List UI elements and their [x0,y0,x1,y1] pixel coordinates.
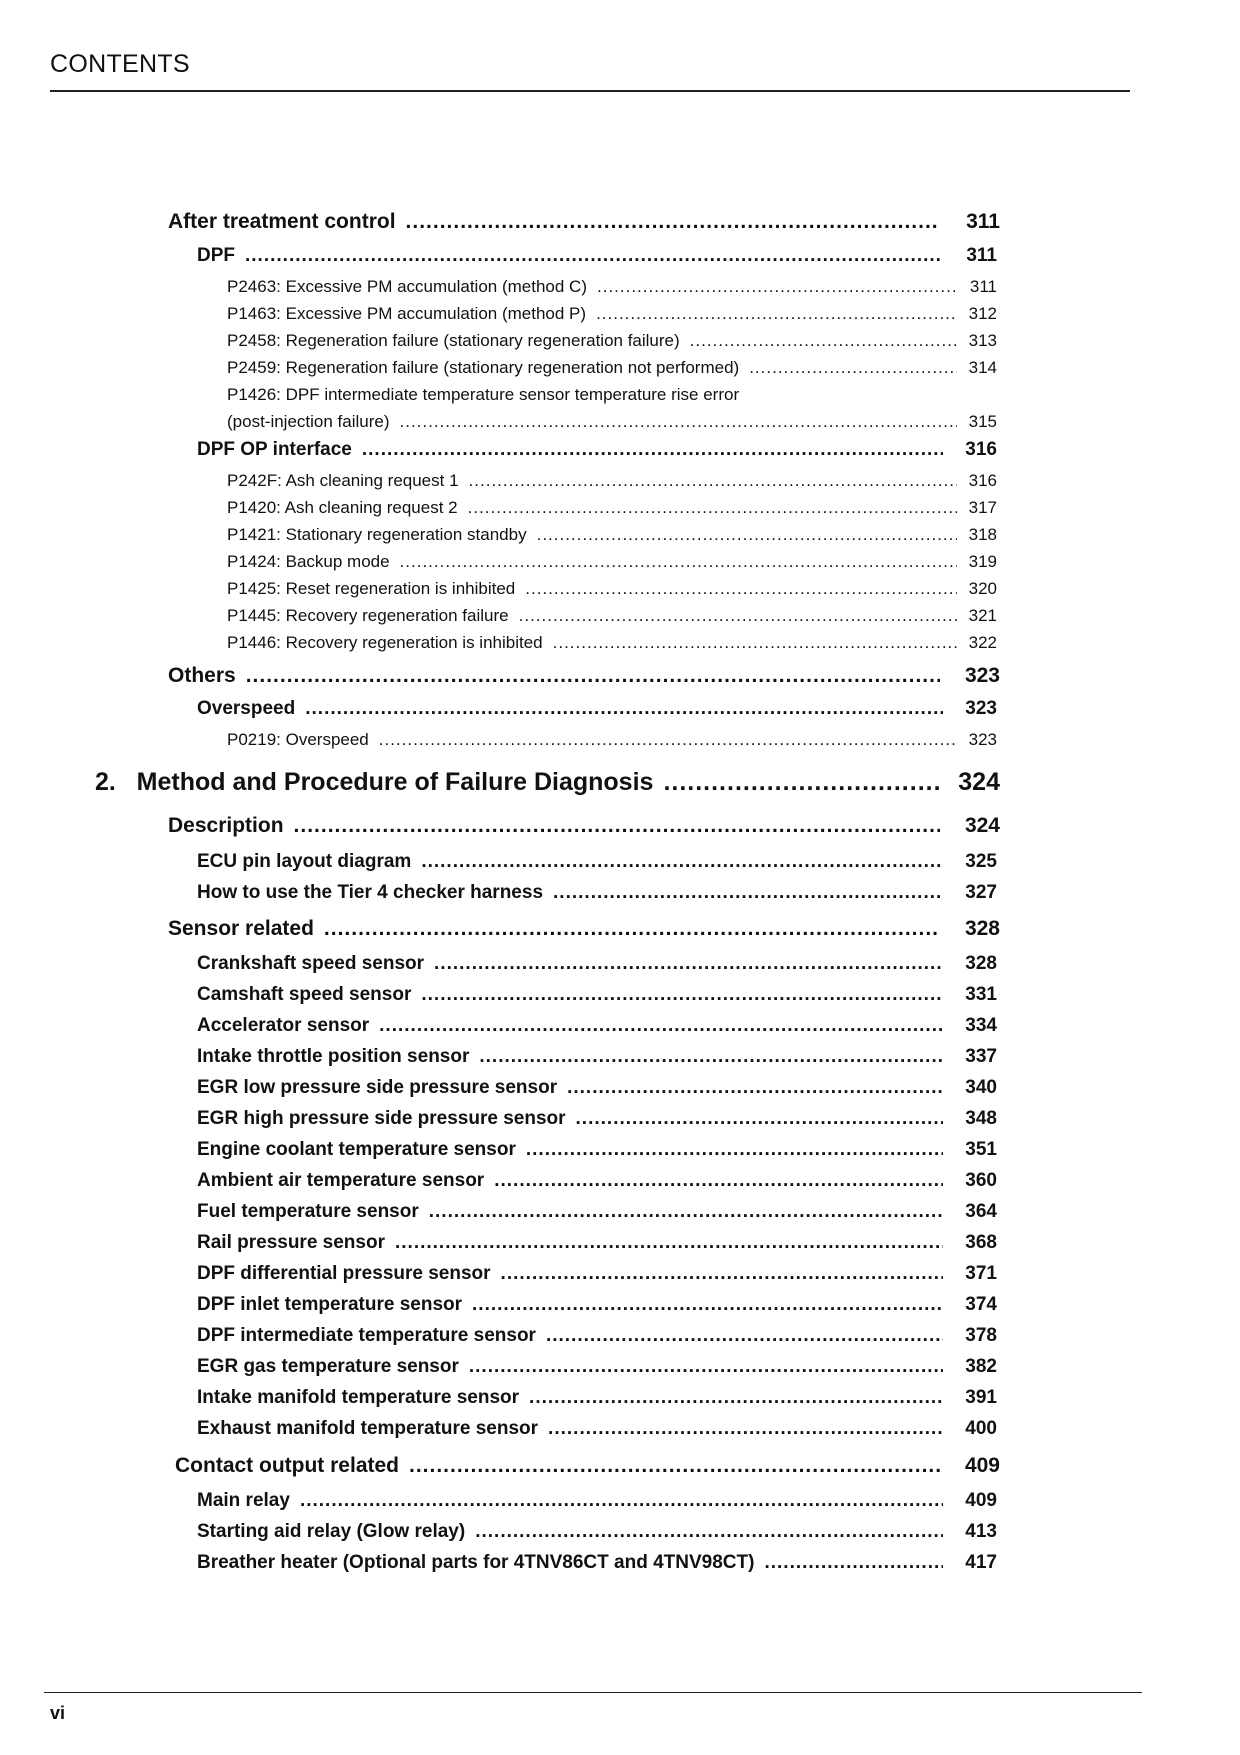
toc-entry-page: 328 [964,917,1000,940]
toc-entry-page: 360 [965,1170,997,1191]
toc-entry-page: 319 [968,552,997,571]
toc-entry-title: P2459: Regeneration failure (stationary regeneration not performed) [227,358,740,377]
toc-entry-exhaust-manifold[interactable] [197,1418,997,1440]
toc-entry-page: 378 [965,1325,997,1346]
toc-entry-page: 323 [968,730,997,749]
toc-leader-dots [469,1356,943,1378]
toc-entry-title: Fuel temperature sensor [197,1201,419,1222]
toc-entry-p1446[interactable] [227,633,997,653]
toc-entry-p1425[interactable] [227,579,997,599]
toc-entry-intake-manifold[interactable] [197,1387,997,1409]
toc-entry-title: (post-injection failure) [227,412,390,431]
toc-entry-title: Contact output related [175,1454,399,1477]
toc-leader-dots [764,1552,943,1574]
toc-leader-dots [362,439,943,461]
toc-leader-dots [663,768,940,797]
toc-entry-title: Main relay [197,1490,290,1511]
toc-entry-page: 348 [965,1108,997,1129]
toc-entry-p1424[interactable] [227,552,997,572]
toc-entry-page: 321 [968,606,997,625]
toc-entry-title: Breather heater (Optional parts for 4TNV86CT and 4TNV98CT) [197,1552,755,1573]
page-header [50,50,1130,92]
toc-leader-dots [245,245,943,267]
toc-leader-dots [479,1046,943,1068]
toc-leader-dots [548,1418,943,1440]
toc-leader-dots [475,1521,943,1543]
toc-leader-dots [519,606,957,626]
toc-entry-title: ECU pin layout diagram [197,851,412,872]
toc-entry-page: 311 [969,277,997,296]
toc-entry-title: P1445: Recovery regeneration failure [227,606,509,625]
toc-entry-fuel-temp[interactable] [197,1201,997,1223]
toc-entry-p2459[interactable] [227,358,997,378]
toc-entry-title: Ambient air temperature sensor [197,1170,485,1191]
toc-entry-overspeed[interactable] [197,698,997,720]
toc-leader-dots [300,1490,943,1512]
toc-entry-page: 409 [964,1454,1000,1477]
toc-entry-title: Crankshaft speed sensor [197,953,425,974]
toc-entry-coolant[interactable] [197,1139,997,1161]
toc-entry-title: Rail pressure sensor [197,1232,385,1253]
toc-entry-page: 313 [968,331,997,350]
toc-entry-title: Engine coolant temperature sensor [197,1139,516,1160]
toc-entry-page: 323 [964,664,1000,687]
toc-entry-title: P1425: Reset regeneration is inhibited [227,579,516,598]
toc-entry-title: P1424: Backup mode [227,552,390,571]
toc-leader-dots [537,525,957,545]
toc-entry-title: P2458: Regeneration failure (stationary regeneration failure) [227,331,680,350]
toc-entry-title: DPF inlet temperature sensor [197,1294,463,1315]
toc-entry-ecu-pin[interactable] [197,851,997,873]
header-title: CONTENTS [50,50,190,78]
toc-entry-title: Sensor related [168,917,314,940]
toc-entry-title: Intake throttle position sensor [197,1046,470,1067]
toc-leader-dots [246,664,940,688]
toc-entry-accelerator[interactable] [197,1015,997,1037]
toc-entry-title: P242F: Ash cleaning request 1 [227,471,459,490]
toc-leader-dots [421,984,943,1006]
toc-entry-title: P1446: Recovery regeneration is inhibited [227,633,543,652]
toc-leader-dots [576,1108,943,1130]
toc-entry-page: 331 [965,984,997,1005]
toc-entry-page: 327 [965,882,997,903]
toc-entry-page: 314 [968,358,997,377]
toc-entry-p1426-line1[interactable] [227,385,997,405]
toc-entry-p242f[interactable] [227,471,997,491]
toc-entry-title: DPF intermediate temperature sensor [197,1325,536,1346]
toc-leader-dots [429,1201,943,1223]
toc-entry-page: 311 [966,245,997,266]
toc-entry-title: Accelerator sensor [197,1015,370,1036]
toc-entry-page: 322 [968,633,997,652]
footer-page-number: vi [50,1703,66,1723]
toc-entry-page: 340 [965,1077,997,1098]
toc-leader-dots [749,358,957,378]
toc-entry-page: 316 [965,439,997,460]
toc-leader-dots [434,953,943,975]
toc-entry-after-treatment[interactable] [168,210,1000,234]
toc-entry-page: 417 [965,1552,997,1573]
toc-entry-page: 323 [965,698,997,719]
toc-entry-page: 334 [965,1015,997,1036]
toc-entry-tier4[interactable] [197,882,997,904]
toc-entry-egr-low[interactable] [197,1077,997,1099]
toc-entry-page: 400 [965,1418,997,1439]
toc-leader-dots [305,698,943,720]
toc-entry-page: 320 [968,579,997,598]
toc-entry-description[interactable] [168,814,1000,838]
toc-entry-others[interactable] [168,664,1000,688]
toc-leader-dots [469,471,957,491]
toc-entry-title: Camshaft speed sensor [197,984,412,1005]
toc-entry-dpf-diff[interactable] [197,1263,997,1285]
toc-entry-page: 315 [968,412,997,431]
toc-entry-page: 364 [965,1201,997,1222]
toc-entry-title: EGR low pressure side pressure sensor [197,1077,558,1098]
toc-chapter-title: 2. Method and Procedure of Failure Diagnosis [95,768,654,796]
toc-leader-dots [406,210,940,234]
toc-entry-title: P2463: Excessive PM accumulation (method C) [227,277,587,296]
toc-entry-egr-gas[interactable] [197,1356,997,1378]
toc-leader-dots [526,1139,943,1161]
toc-leader-dots [690,331,957,351]
toc-entry-title: P1463: Excessive PM accumulation (method P) [227,304,587,323]
toc-entry-page: 371 [965,1263,997,1284]
toc-entry-title: Overspeed [197,698,296,719]
toc-entry-sensor-related[interactable] [168,917,1000,941]
toc-chapter-2[interactable] [95,768,1000,797]
toc-entry-title: Exhaust manifold temperature sensor [197,1418,539,1439]
footer-divider [44,1692,1142,1693]
toc-entry-page: 328 [965,953,997,974]
toc-entry-page: 391 [965,1387,997,1408]
toc-leader-dots [553,882,943,904]
toc-leader-dots [597,277,957,297]
toc-entry-page: 311 [966,210,1000,233]
toc-entry-dpf-op-interface[interactable] [197,439,997,461]
toc-entry-page: 324 [958,768,1000,796]
toc-leader-dots [324,917,940,941]
toc-leader-dots [596,304,957,324]
toc-entry-egr-high[interactable] [197,1108,997,1130]
toc-entry-title: P0219: Overspeed [227,730,369,749]
toc-leader-dots [553,633,957,653]
toc-entry-page: 351 [965,1139,997,1160]
toc-leader-dots [421,851,943,873]
toc-entry-p2463[interactable] [227,277,997,297]
toc-entry-main-relay[interactable] [197,1490,997,1512]
toc-leader-dots [546,1325,943,1347]
toc-entry-rail-pressure[interactable] [197,1232,997,1254]
toc-entry-title: P1426: DPF intermediate temperature sensor temperature rise error [227,385,740,404]
toc-entry-title: EGR gas temperature sensor [197,1356,459,1377]
toc-entry-page: 368 [965,1232,997,1253]
toc-leader-dots [379,730,957,750]
toc-entry-title: P1421: Stationary regeneration standby [227,525,527,544]
toc-leader-dots [494,1170,943,1192]
toc-entry-title: Starting aid relay (Glow relay) [197,1521,466,1542]
toc-entry-camshaft[interactable] [197,984,997,1006]
toc-entry-p2458[interactable] [227,331,997,351]
toc-entry-p1426[interactable] [227,412,997,432]
toc-entry-page: 324 [964,814,1000,837]
toc-entry-title: Intake manifold temperature sensor [197,1387,520,1408]
toc-leader-dots [294,814,940,838]
toc-leader-dots [400,552,957,572]
toc-entry-page: 413 [965,1521,997,1542]
toc-entry-p1421[interactable] [227,525,997,545]
toc-leader-dots [379,1015,943,1037]
toc-leader-dots [525,579,957,599]
toc-entry-p0219[interactable] [227,730,997,750]
toc-entry-ambient[interactable] [197,1170,997,1192]
toc-entry-dpf-inter[interactable] [197,1325,997,1347]
toc-leader-dots [567,1077,943,1099]
toc-entry-contact-output[interactable] [175,1454,1000,1478]
toc-leader-dots [400,412,957,432]
toc-leader-dots [409,1454,940,1478]
toc-entry-title: Description [168,814,284,837]
toc-leader-dots [468,498,957,518]
toc-entry-title: Others [168,664,236,687]
toc-entry-title: DPF [197,245,235,266]
toc-entry-dpf[interactable] [197,245,997,267]
toc-entry-page: 325 [965,851,997,872]
toc-entry-page: 337 [965,1046,997,1067]
toc-entry-page: 312 [968,304,997,323]
toc-entry-page: 382 [965,1356,997,1377]
toc-leader-dots [501,1263,943,1285]
toc-entry-page: 318 [968,525,997,544]
toc-leader-dots [472,1294,943,1316]
toc-entry-page: 409 [965,1490,997,1511]
toc-entry-page: 317 [968,498,997,517]
toc-entry-p1463[interactable] [227,304,997,324]
toc-entry-p1445[interactable] [227,606,997,626]
toc-entry-title: DPF differential pressure sensor [197,1263,491,1284]
toc-entry-title: DPF OP interface [197,439,352,460]
toc-entry-p1420[interactable] [227,498,997,518]
toc-entry-breather-heater[interactable] [197,1552,997,1574]
toc-entry-title: EGR high pressure side pressure sensor [197,1108,566,1129]
toc-entry-page: 374 [965,1294,997,1315]
toc-entry-title: How to use the Tier 4 checker harness [197,882,544,903]
toc-entry-title: P1420: Ash cleaning request 2 [227,498,458,517]
toc-entry-title: After treatment control [168,210,396,233]
toc-entry-page: 316 [968,471,997,490]
toc-entry-dpf-inlet[interactable] [197,1294,997,1316]
toc-entry-starting-aid[interactable] [197,1521,997,1543]
toc-entry-crankshaft[interactable] [197,953,997,975]
toc-entry-intake-throttle[interactable] [197,1046,997,1068]
toc-leader-dots [395,1232,943,1254]
toc-leader-dots [529,1387,943,1409]
